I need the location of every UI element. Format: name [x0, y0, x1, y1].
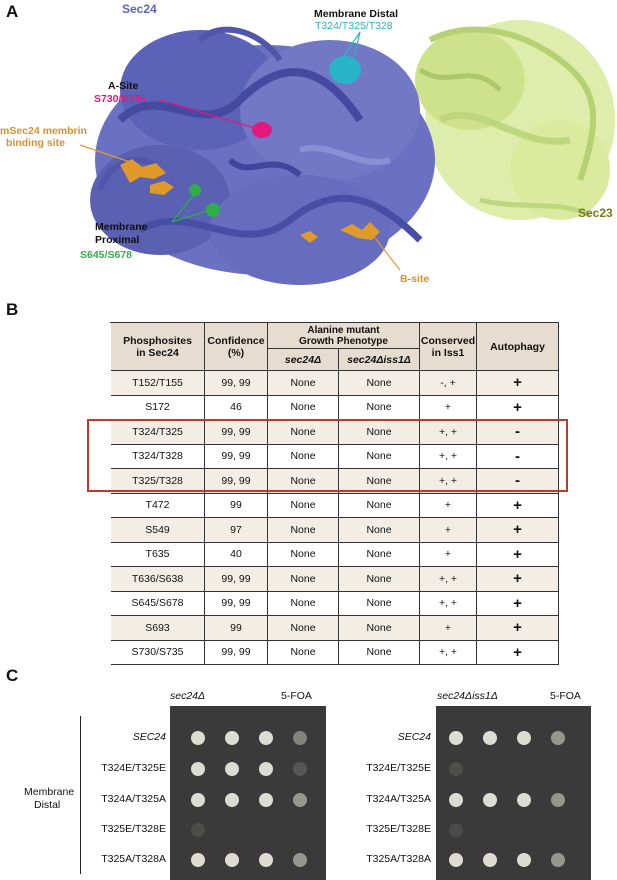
cell-conserved: + [420, 396, 477, 421]
cell-sec24d: None [268, 543, 339, 568]
cell-conserved: +, + [420, 469, 477, 494]
cell-autophagy: + [477, 592, 559, 617]
right-growth-spot [449, 793, 463, 807]
right-growth-spot [551, 793, 565, 807]
left-row-label: T324E/T325E [101, 762, 166, 774]
cell-sec24d-iss1d: None [339, 592, 420, 617]
cell-sec24d: None [268, 518, 339, 543]
panel-b-letter: B [6, 300, 19, 319]
cell-site: T635 [111, 543, 205, 568]
right-growth-spot [483, 793, 497, 807]
right-growth-spot [551, 731, 565, 745]
panel-a-letter: A [6, 2, 19, 21]
cell-autophagy: + [477, 494, 559, 519]
right-growth-spot [483, 731, 497, 745]
cell-sec24d-iss1d: None [339, 567, 420, 592]
group-label-line2: Distal [34, 799, 61, 811]
cell-sec24d: None [268, 445, 339, 470]
table-row [111, 592, 559, 617]
left-growth-spot [191, 762, 205, 776]
cell-confidence: 99, 99 [205, 641, 268, 666]
left-growth-spot [191, 793, 205, 807]
cell-sec24d-iss1d: None [339, 494, 420, 519]
cell-conserved: +, + [420, 567, 477, 592]
cell-conserved: +, + [420, 641, 477, 666]
cell-sec24d: None [268, 641, 339, 666]
cell-autophagy: - [477, 420, 559, 445]
left-row-label: T325E/T328E [101, 823, 166, 835]
phosphosite-table [110, 322, 559, 661]
cell-autophagy: - [477, 469, 559, 494]
left-growth-spot [225, 853, 239, 867]
cell-confidence: 99 [205, 616, 268, 641]
right-growth-spot [551, 853, 565, 867]
cell-autophagy: + [477, 616, 559, 641]
cell-sec24d: None [268, 371, 339, 396]
cell-autophagy: + [477, 371, 559, 396]
right-row-label: SEC24 [397, 731, 431, 743]
membrane-proximal-line1: Membrane [95, 221, 148, 233]
cell-sec24d: None [268, 469, 339, 494]
group-divider-line [80, 716, 81, 874]
cell-autophagy: + [477, 543, 559, 568]
sec23-label: Sec23 [578, 206, 613, 220]
left-growth-spot [225, 731, 239, 745]
left-strain-label: sec24Δ [170, 690, 206, 702]
cell-autophagy: - [477, 445, 559, 470]
cell-confidence: 46 [205, 396, 268, 421]
left-growth-spot [293, 853, 307, 867]
cell-sec24d-iss1d: None [339, 518, 420, 543]
cell-sec24d-iss1d: None [339, 543, 420, 568]
cell-confidence: 99, 99 [205, 567, 268, 592]
table-row [111, 543, 559, 568]
table-row [111, 641, 559, 666]
left-row-label: T325A/T328A [101, 853, 166, 865]
cell-confidence: 40 [205, 543, 268, 568]
right-row-label: T325E/T328E [366, 823, 431, 835]
cell-autophagy: + [477, 641, 559, 666]
table-row [111, 567, 559, 592]
left-growth-spot [293, 762, 307, 776]
b-site-label: B-site [400, 273, 430, 285]
cell-sec24d-iss1d: None [339, 616, 420, 641]
cell-site: T325/T328 [111, 469, 205, 494]
table-row [111, 616, 559, 641]
right-row-label: T324A/T325A [366, 793, 431, 805]
cell-confidence: 99, 99 [205, 420, 268, 445]
cell-sec24d-iss1d: None [339, 396, 420, 421]
left-growth-spot [259, 853, 273, 867]
cell-confidence: 97 [205, 518, 268, 543]
membrane-proximal-line2: Proximal [95, 234, 140, 246]
group-label-line1: Membrane [24, 786, 75, 798]
a-site-title: A-Site [108, 80, 139, 92]
right-growth-spot [449, 853, 463, 867]
cell-sec24d-iss1d: None [339, 420, 420, 445]
left-growth-spot [293, 731, 307, 745]
cell-conserved: +, + [420, 592, 477, 617]
left-growth-spot [191, 731, 205, 745]
cell-sec24d: None [268, 592, 339, 617]
cell-conserved: + [420, 616, 477, 641]
cell-sec24d-iss1d: None [339, 641, 420, 666]
cell-conserved: + [420, 543, 477, 568]
left-growth-spot [259, 793, 273, 807]
cell-site: T324/T328 [111, 445, 205, 470]
cell-site: T324/T325 [111, 420, 205, 445]
membrin-label-line2: binding site [6, 137, 65, 149]
right-growth-spot [517, 731, 531, 745]
header-phosphosites: Phosphosites in Sec24 [111, 323, 205, 371]
left-row-label: T324A/T325A [101, 793, 166, 805]
cell-sec24d: None [268, 420, 339, 445]
cell-conserved: +, + [420, 420, 477, 445]
right-growth-spot [449, 731, 463, 745]
cell-sec24d: None [268, 396, 339, 421]
cell-conserved: + [420, 518, 477, 543]
sec24-label: Sec24 [122, 2, 157, 16]
left-growth-spot [225, 762, 239, 776]
membrane-distal-sites: T324/T325/T328 [315, 20, 393, 32]
table-row [111, 518, 559, 543]
left-foa-label: 5-FOA [281, 690, 312, 702]
right-growth-spot [449, 762, 463, 776]
cell-site: S693 [111, 616, 205, 641]
cell-site: T636/S638 [111, 567, 205, 592]
table-row [111, 396, 559, 421]
cell-autophagy: + [477, 518, 559, 543]
a-site-sites: S730/S735 [94, 93, 146, 105]
cell-sec24d: None [268, 567, 339, 592]
cell-site: S172 [111, 396, 205, 421]
cell-sec24d-iss1d: None [339, 469, 420, 494]
header-sec24d-iss1d: sec24Δiss1Δ [339, 349, 420, 371]
sec23-structure [415, 20, 615, 220]
cell-confidence: 99, 99 [205, 445, 268, 470]
membrin-label-line1: mSec24 membrin [0, 125, 87, 137]
cell-site: S730/S735 [111, 641, 205, 666]
right-growth-spot [449, 823, 463, 837]
left-growth-spot [191, 853, 205, 867]
cell-sec24d: None [268, 616, 339, 641]
cell-sec24d-iss1d: None [339, 445, 420, 470]
header-autophagy: Autophagy [477, 323, 559, 371]
cell-confidence: 99, 99 [205, 469, 268, 494]
left-row-label: SEC24 [132, 731, 166, 743]
cell-site: S645/S678 [111, 592, 205, 617]
right-strain-label: sec24Δiss1Δ [437, 690, 498, 702]
right-row-label: T325A/T328A [366, 853, 431, 865]
cell-confidence: 99, 99 [205, 371, 268, 396]
left-growth-spot [225, 793, 239, 807]
right-foa-label: 5-FOA [550, 690, 581, 702]
right-row-label: T324E/T325E [366, 762, 431, 774]
cell-conserved: + [420, 494, 477, 519]
cell-autophagy: + [477, 567, 559, 592]
cell-confidence: 99, 99 [205, 592, 268, 617]
header-alanine: Alanine mutant Growth Phenotype [268, 323, 420, 349]
right-growth-spot [517, 793, 531, 807]
membrane-proximal-sites: S645/S678 [80, 249, 132, 261]
cell-confidence: 99 [205, 494, 268, 519]
cell-site: S549 [111, 518, 205, 543]
header-sec24d: sec24Δ [268, 349, 339, 371]
cell-sec24d-iss1d: None [339, 371, 420, 396]
cell-site: T472 [111, 494, 205, 519]
table-row [111, 494, 559, 519]
cell-autophagy: + [477, 396, 559, 421]
cell-conserved: +, + [420, 445, 477, 470]
left-growth-spot [259, 731, 273, 745]
right-growth-spot [517, 853, 531, 867]
table-row [111, 371, 559, 396]
cell-site: T152/T155 [111, 371, 205, 396]
left-growth-spot [293, 793, 307, 807]
header-conserved: Conserved in Iss1 [420, 323, 477, 371]
left-growth-spot [191, 823, 205, 837]
right-growth-spot [483, 853, 497, 867]
highlight-box [87, 419, 568, 492]
cell-conserved: -, + [420, 371, 477, 396]
header-confidence: Confidence (%) [205, 323, 268, 371]
sec24-structure [90, 30, 435, 285]
membrane-distal-title: Membrane Distal [314, 8, 399, 20]
cell-sec24d: None [268, 494, 339, 519]
left-growth-spot [259, 762, 273, 776]
panel-c-letter: C [6, 666, 19, 685]
